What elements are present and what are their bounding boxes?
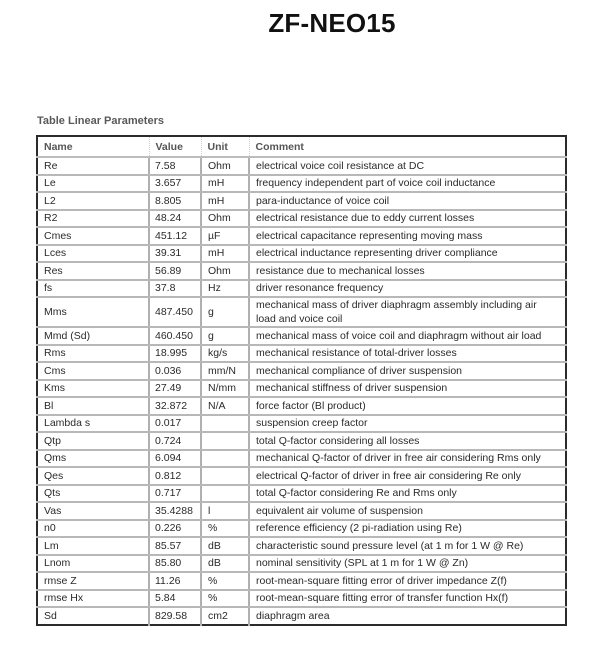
param-unit: l <box>201 502 249 520</box>
param-unit: mm/N <box>201 362 249 380</box>
header-comment: Comment <box>249 136 566 157</box>
param-unit: N/A <box>201 397 249 415</box>
param-name: Rms <box>37 345 149 363</box>
param-unit <box>201 415 249 433</box>
table-row <box>37 327 566 345</box>
table-row <box>37 245 566 263</box>
param-name: Qts <box>37 485 149 503</box>
param-comment: electrical resistance due to eddy current losses <box>249 210 566 228</box>
param-name: Res <box>37 262 149 280</box>
param-name: Qes <box>37 467 149 485</box>
param-comment: reference efficiency (2 pi-radiation using Re) <box>249 520 566 538</box>
table-row <box>37 502 566 520</box>
param-comment: root-mean-square fitting error of driver impedance Z(f) <box>249 572 566 590</box>
table-row <box>37 362 566 380</box>
param-name: Lm <box>37 537 149 555</box>
param-value: 11.26 <box>149 572 201 590</box>
param-value: 85.80 <box>149 555 201 573</box>
param-comment: mechanical stiffness of driver suspension <box>249 380 566 398</box>
param-value: 487.450 <box>149 297 201 327</box>
param-comment: nominal sensitivity (SPL at 1 m for 1 W @ Zn) <box>249 555 566 573</box>
param-comment: total Q-factor considering all losses <box>249 432 566 450</box>
table-row <box>37 192 566 210</box>
param-value: 5.84 <box>149 590 201 608</box>
param-value: 18.995 <box>149 345 201 363</box>
param-unit: mH <box>201 192 249 210</box>
param-value: 6.094 <box>149 450 201 468</box>
param-value: 0.812 <box>149 467 201 485</box>
param-unit <box>201 467 249 485</box>
table-row <box>37 397 566 415</box>
param-name: fs <box>37 280 149 298</box>
param-name: Qtp <box>37 432 149 450</box>
param-comment: mechanical mass of voice coil and diaphragm without air load <box>249 327 566 345</box>
table-row <box>37 157 566 175</box>
param-comment: resistance due to mechanical losses <box>249 262 566 280</box>
param-value: 829.58 <box>149 607 201 625</box>
table-caption: Table Linear Parameters <box>37 115 164 127</box>
param-unit <box>201 485 249 503</box>
param-unit: Ohm <box>201 262 249 280</box>
table-row <box>37 572 566 590</box>
param-name: Qms <box>37 450 149 468</box>
param-unit: dB <box>201 555 249 573</box>
param-name: Mms <box>37 297 149 327</box>
param-unit: Ohm <box>201 157 249 175</box>
header-name: Name <box>37 136 149 157</box>
param-value: 0.717 <box>149 485 201 503</box>
param-comment: electrical capacitance representing moving mass <box>249 227 566 245</box>
param-unit <box>201 450 249 468</box>
param-unit: mH <box>201 175 249 193</box>
table-row <box>37 450 566 468</box>
table-row <box>37 415 566 433</box>
param-value: 37.8 <box>149 280 201 298</box>
header-unit: Unit <box>201 136 249 157</box>
linear-parameters-table <box>36 135 567 626</box>
param-name: Le <box>37 175 149 193</box>
param-unit: % <box>201 572 249 590</box>
param-value: 35.4288 <box>149 502 201 520</box>
param-name: Lambda s <box>37 415 149 433</box>
table-row <box>37 537 566 555</box>
table-row <box>37 590 566 608</box>
param-unit: Hz <box>201 280 249 298</box>
param-comment: total Q-factor considering Re and Rms only <box>249 485 566 503</box>
param-value: 39.31 <box>149 245 201 263</box>
param-name: rmse Hx <box>37 590 149 608</box>
param-comment: electrical Q-factor of driver in free air considering Re only <box>249 467 566 485</box>
table-row <box>37 520 566 538</box>
param-unit <box>201 432 249 450</box>
table-row <box>37 345 566 363</box>
param-value: 32.872 <box>149 397 201 415</box>
param-comment: mechanical compliance of driver suspension <box>249 362 566 380</box>
param-comment: force factor (Bl product) <box>249 397 566 415</box>
param-name: Cmes <box>37 227 149 245</box>
param-value: 27.49 <box>149 380 201 398</box>
param-name: Bl <box>37 397 149 415</box>
param-comment: driver resonance frequency <box>249 280 566 298</box>
param-comment: frequency independent part of voice coil inductance <box>249 175 566 193</box>
param-unit: cm2 <box>201 607 249 625</box>
param-name: Re <box>37 157 149 175</box>
param-name: Mmd (Sd) <box>37 327 149 345</box>
param-name: R2 <box>37 210 149 228</box>
param-value: 85.57 <box>149 537 201 555</box>
param-unit: g <box>201 297 249 327</box>
param-name: Sd <box>37 607 149 625</box>
table-row <box>37 280 566 298</box>
param-comment: mechanical Q-factor of driver in free air considering Rms only <box>249 450 566 468</box>
param-comment: root-mean-square fitting error of transfer function Hx(f) <box>249 590 566 608</box>
header-value: Value <box>149 136 201 157</box>
param-name: Lnom <box>37 555 149 573</box>
table-row <box>37 210 566 228</box>
table-header-row <box>37 136 566 157</box>
table-row <box>37 262 566 280</box>
param-value: 48.24 <box>149 210 201 228</box>
param-value: 0.036 <box>149 362 201 380</box>
table-row <box>37 380 566 398</box>
table-row <box>37 607 566 625</box>
param-comment: electrical inductance representing driver compliance <box>249 245 566 263</box>
param-comment: equivalent air volume of suspension <box>249 502 566 520</box>
table-row <box>37 227 566 245</box>
param-value: 0.017 <box>149 415 201 433</box>
param-name: rmse Z <box>37 572 149 590</box>
param-value: 0.724 <box>149 432 201 450</box>
param-comment: characteristic sound pressure level (at 1 m for 1 W @ Re) <box>249 537 566 555</box>
param-comment: suspension creep factor <box>249 415 566 433</box>
param-name: Vas <box>37 502 149 520</box>
table-row <box>37 297 566 327</box>
param-unit: mH <box>201 245 249 263</box>
param-name: Lces <box>37 245 149 263</box>
table-row <box>37 432 566 450</box>
param-unit: g <box>201 327 249 345</box>
param-unit: % <box>201 520 249 538</box>
param-unit: % <box>201 590 249 608</box>
param-value: 3.657 <box>149 175 201 193</box>
table-row <box>37 485 566 503</box>
param-comment: electrical voice coil resistance at DC <box>249 157 566 175</box>
param-name: Cms <box>37 362 149 380</box>
table-row <box>37 175 566 193</box>
param-name: n0 <box>37 520 149 538</box>
table-body <box>37 157 566 625</box>
param-unit: dB <box>201 537 249 555</box>
param-value: 7.58 <box>149 157 201 175</box>
param-value: 460.450 <box>149 327 201 345</box>
param-value: 56.89 <box>149 262 201 280</box>
param-name: L2 <box>37 192 149 210</box>
param-value: 8.805 <box>149 192 201 210</box>
param-name: Kms <box>37 380 149 398</box>
table-row <box>37 467 566 485</box>
param-comment: mechanical resistance of total-driver losses <box>249 345 566 363</box>
param-comment: mechanical mass of driver diaphragm assembly including air load and voice coil <box>249 297 566 327</box>
param-unit: Ohm <box>201 210 249 228</box>
param-unit: N/mm <box>201 380 249 398</box>
param-value: 451.12 <box>149 227 201 245</box>
document-title: ZF-NEO15 <box>268 8 396 38</box>
table-row <box>37 555 566 573</box>
param-comment: diaphragm area <box>256 609 330 622</box>
param-unit: kg/s <box>201 345 249 363</box>
param-comment: para-inductance of voice coil <box>249 192 566 210</box>
param-unit: µF <box>201 227 249 245</box>
param-value: 0.226 <box>149 520 201 538</box>
